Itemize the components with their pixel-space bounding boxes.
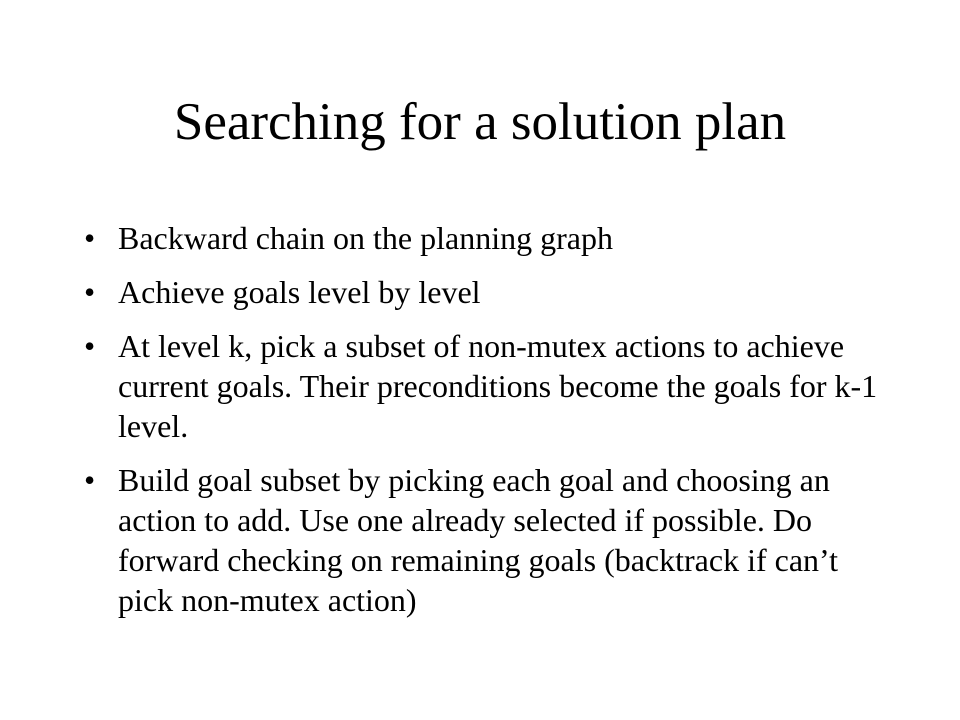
bullet-item (84, 460, 884, 620)
slide-title: Searching for a solution plan (173, 93, 787, 151)
bullet-text: Build goal subset by picking each goal and choosing an action to add. Use one already selected if possible. Do forward checking on remaining goals (backtrack if can’t pick non-mutex action) (118, 462, 838, 618)
bullet-text: At level k, pick a subset of non-mutex actions to achieve current goals. Their preconditions become the goals for k-1 level. (118, 328, 878, 444)
bullet-dot-icon: • (84, 328, 96, 364)
bullet-dot-icon: • (84, 274, 96, 310)
bullet-item (84, 326, 884, 446)
bullet-text: Backward chain on the planning graph (118, 220, 613, 256)
bullet-dot-icon: • (84, 462, 96, 498)
bullet-item (84, 218, 884, 258)
bullet-dot-icon: • (84, 220, 96, 256)
bullet-text: Achieve goals level by level (118, 274, 481, 310)
bullet-item (84, 272, 884, 312)
bullet-list (84, 218, 884, 634)
